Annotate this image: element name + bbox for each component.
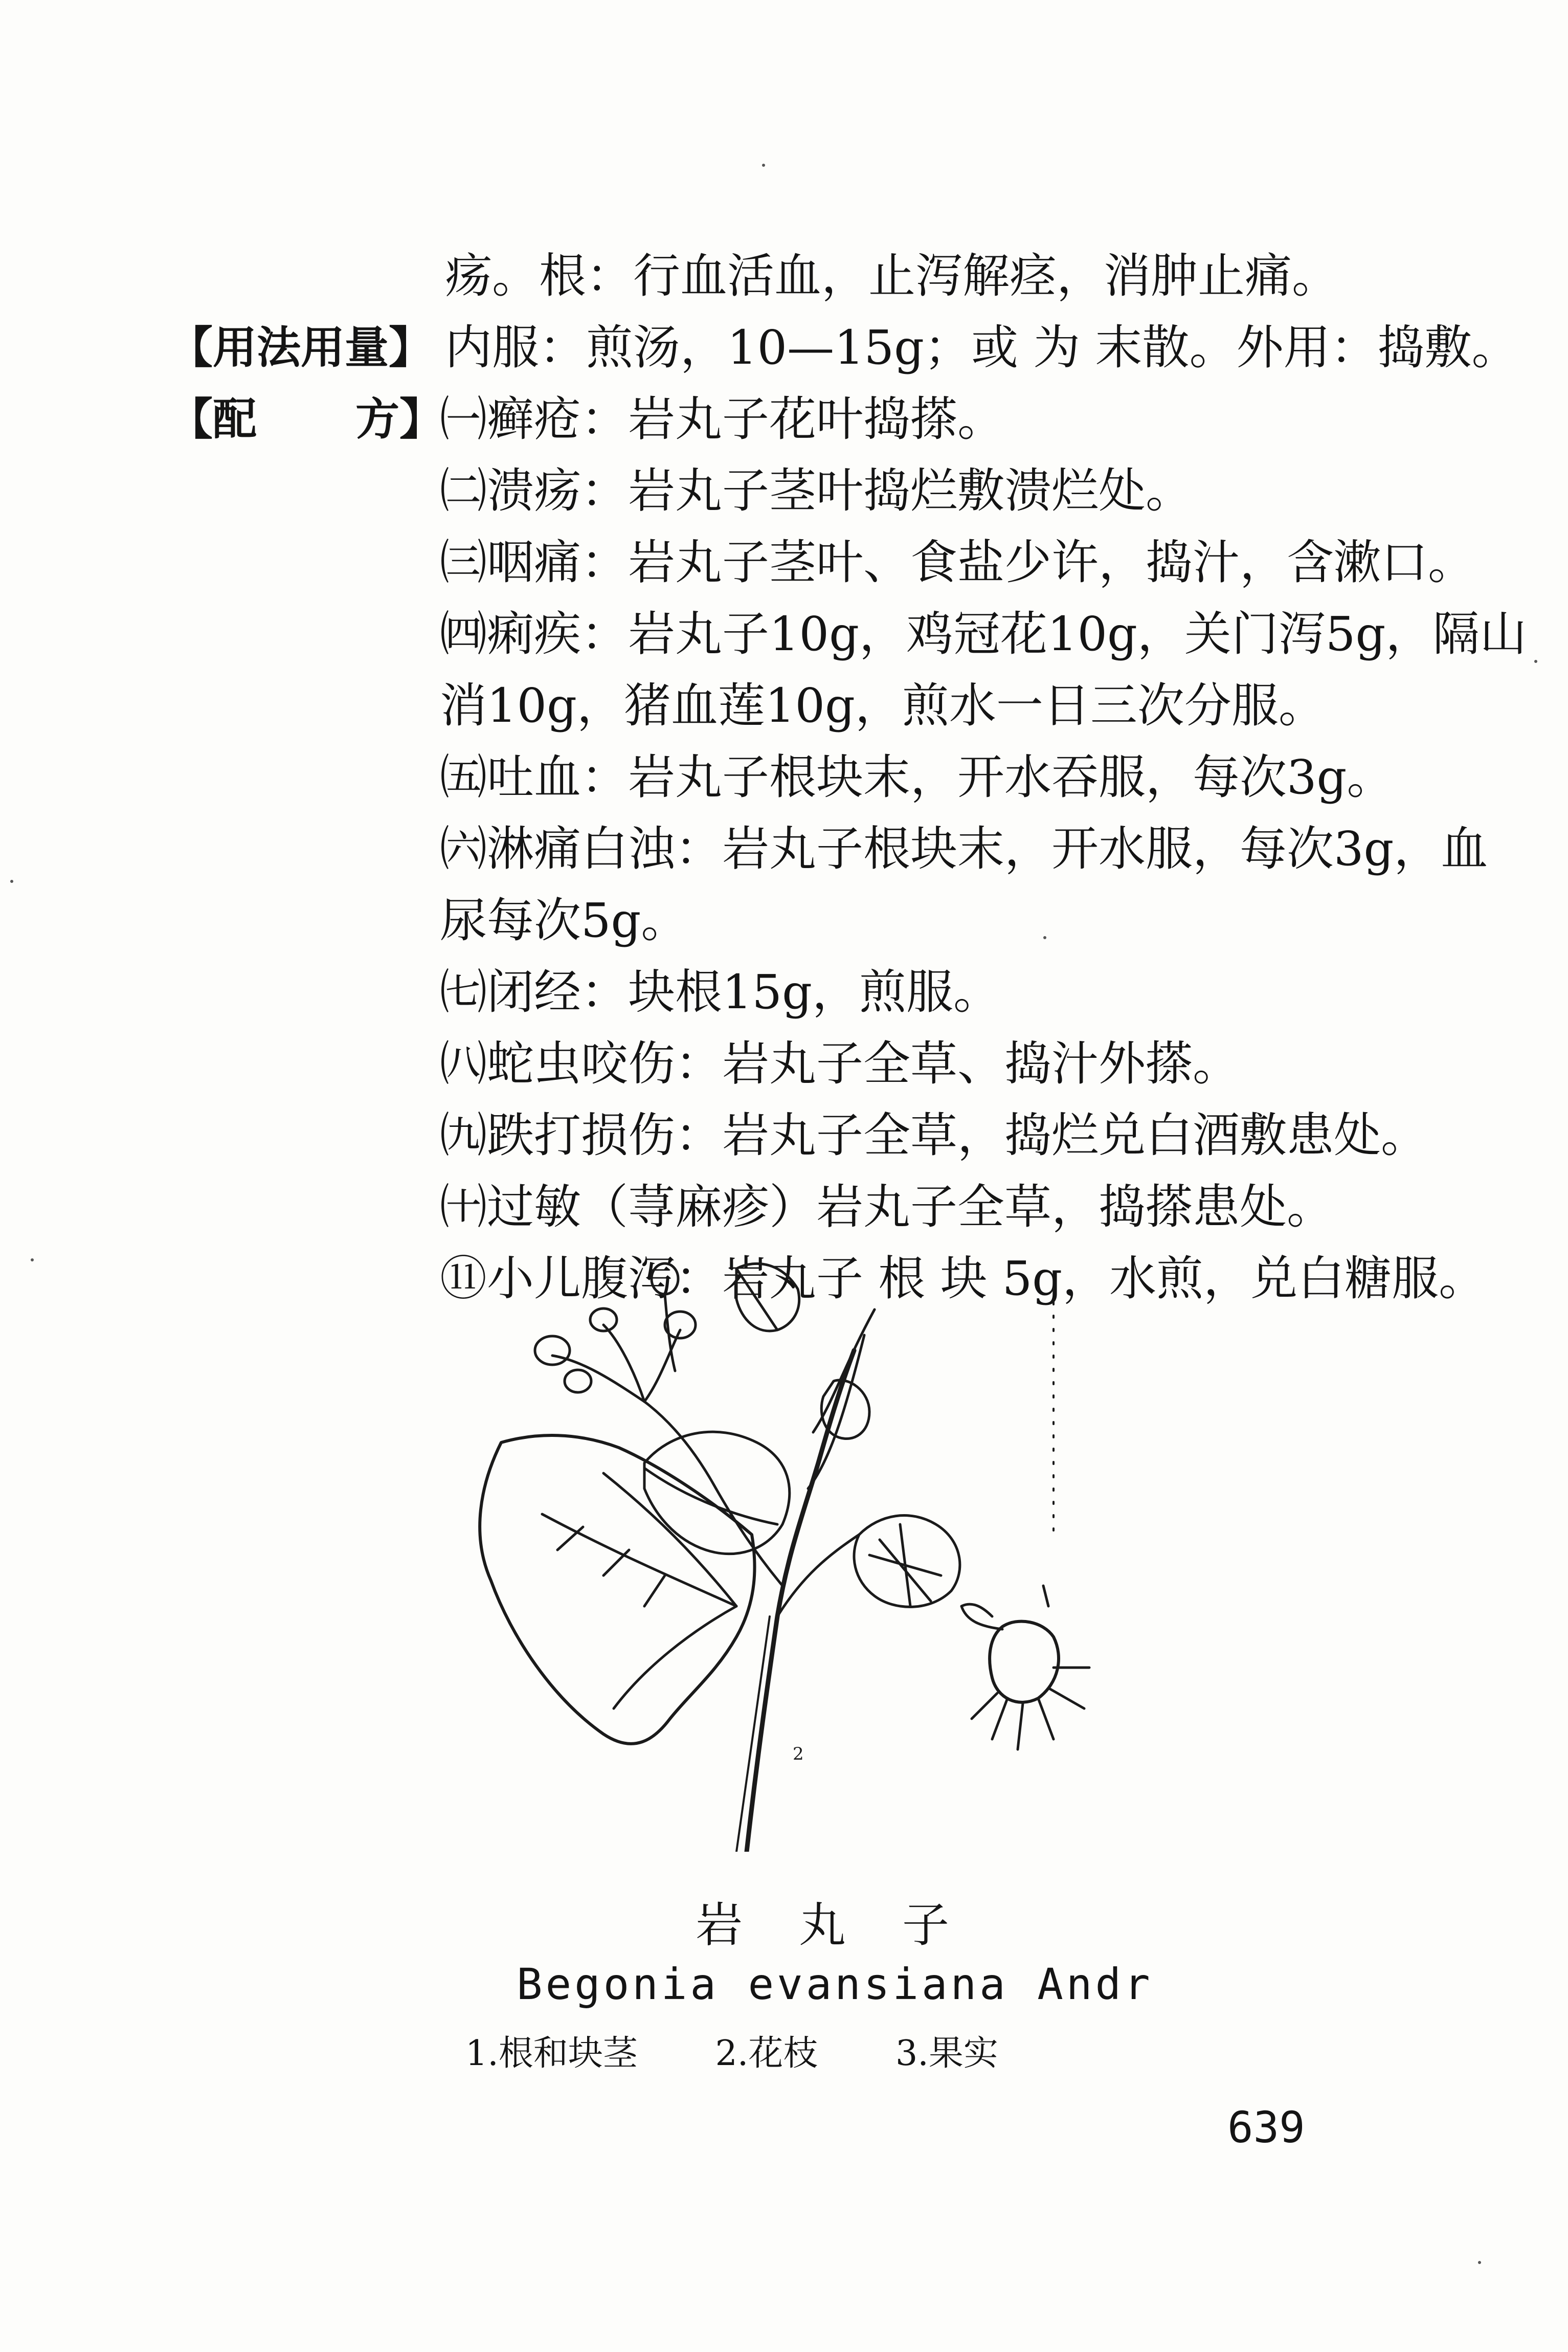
- formula-item-8: ㈧蛇虫咬伤：岩丸子全草、捣汁外搽。: [440, 1036, 1240, 1091]
- page-number: 639: [1227, 2102, 1305, 2153]
- formula-item-4-cont: 消10g，猪血莲10g，煎水一日三次分服。: [440, 678, 1326, 733]
- scan-speck: [1043, 936, 1046, 939]
- formula-item-7: ㈦闭经：块根15g，煎服。: [440, 965, 1000, 1019]
- figure-part-2: 2.花枝: [715, 2033, 818, 2074]
- text-line-top: 疡。根：行血活血，止泻解痉，消肿止痛。: [445, 249, 1339, 303]
- formula-item-2: ㈡溃疡：岩丸子茎叶捣烂敷溃烂处。: [440, 463, 1193, 518]
- figure-part-1: 1.根和块茎: [465, 2033, 638, 2074]
- figure-caption-chinese: 岩丸子: [696, 1898, 1006, 1952]
- formula-item-4: ㈣痢疾：岩丸子10g，鸡冠花10g，关门泻5g，隔山: [440, 607, 1527, 661]
- scan-speck: [1534, 660, 1537, 663]
- formula-label-close: 方】: [355, 393, 443, 445]
- figure-parts-legend: [465, 2026, 1065, 2075]
- figure-label-2: 2: [793, 1744, 804, 1764]
- usage-text: 内服：煎汤，10—15g；或 为 末散。外用：捣敷。: [445, 320, 1519, 375]
- formula-label-open: 【配: [169, 393, 257, 445]
- figure-part-3: 3.果实: [895, 2033, 998, 2074]
- usage-label: 【用法用量】: [169, 322, 433, 373]
- formula-item-10: ㈩过敏（荨麻疹）岩丸子全草，捣搽患处。: [440, 1180, 1334, 1234]
- begonia-illustration: [450, 1248, 1105, 1852]
- scan-speck: [762, 164, 765, 167]
- scan-speck: [1478, 2261, 1481, 2264]
- formula-item-9: ㈨跌打损伤：岩丸子全草，捣烂兑白酒敷患处。: [440, 1108, 1428, 1163]
- formula-item-5: ㈤吐血：岩丸子根块末，开水吞服，每次3g。: [440, 750, 1394, 805]
- formula-item-6-cont: 尿每次5g。: [440, 893, 688, 948]
- formula-item-3: ㈢咽痛：岩丸子茎叶、食盐少许，捣汁，含漱口。: [440, 535, 1475, 590]
- formula-item-6: ㈥淋痛白浊：岩丸子根块末，开水服，每次3g，血: [440, 822, 1488, 876]
- scan-speck: [10, 880, 13, 883]
- scan-speck: [31, 1258, 34, 1261]
- figure-caption-latin: Begonia evansiana Andr: [517, 1959, 1153, 2009]
- formula-item-1: ㈠癣疮：岩丸子花叶捣搽。: [440, 392, 1005, 447]
- formula-item-11: ⑪小儿腹泻：岩丸子 根 块 5g，水煎，兑白糖服。: [440, 1251, 1486, 1306]
